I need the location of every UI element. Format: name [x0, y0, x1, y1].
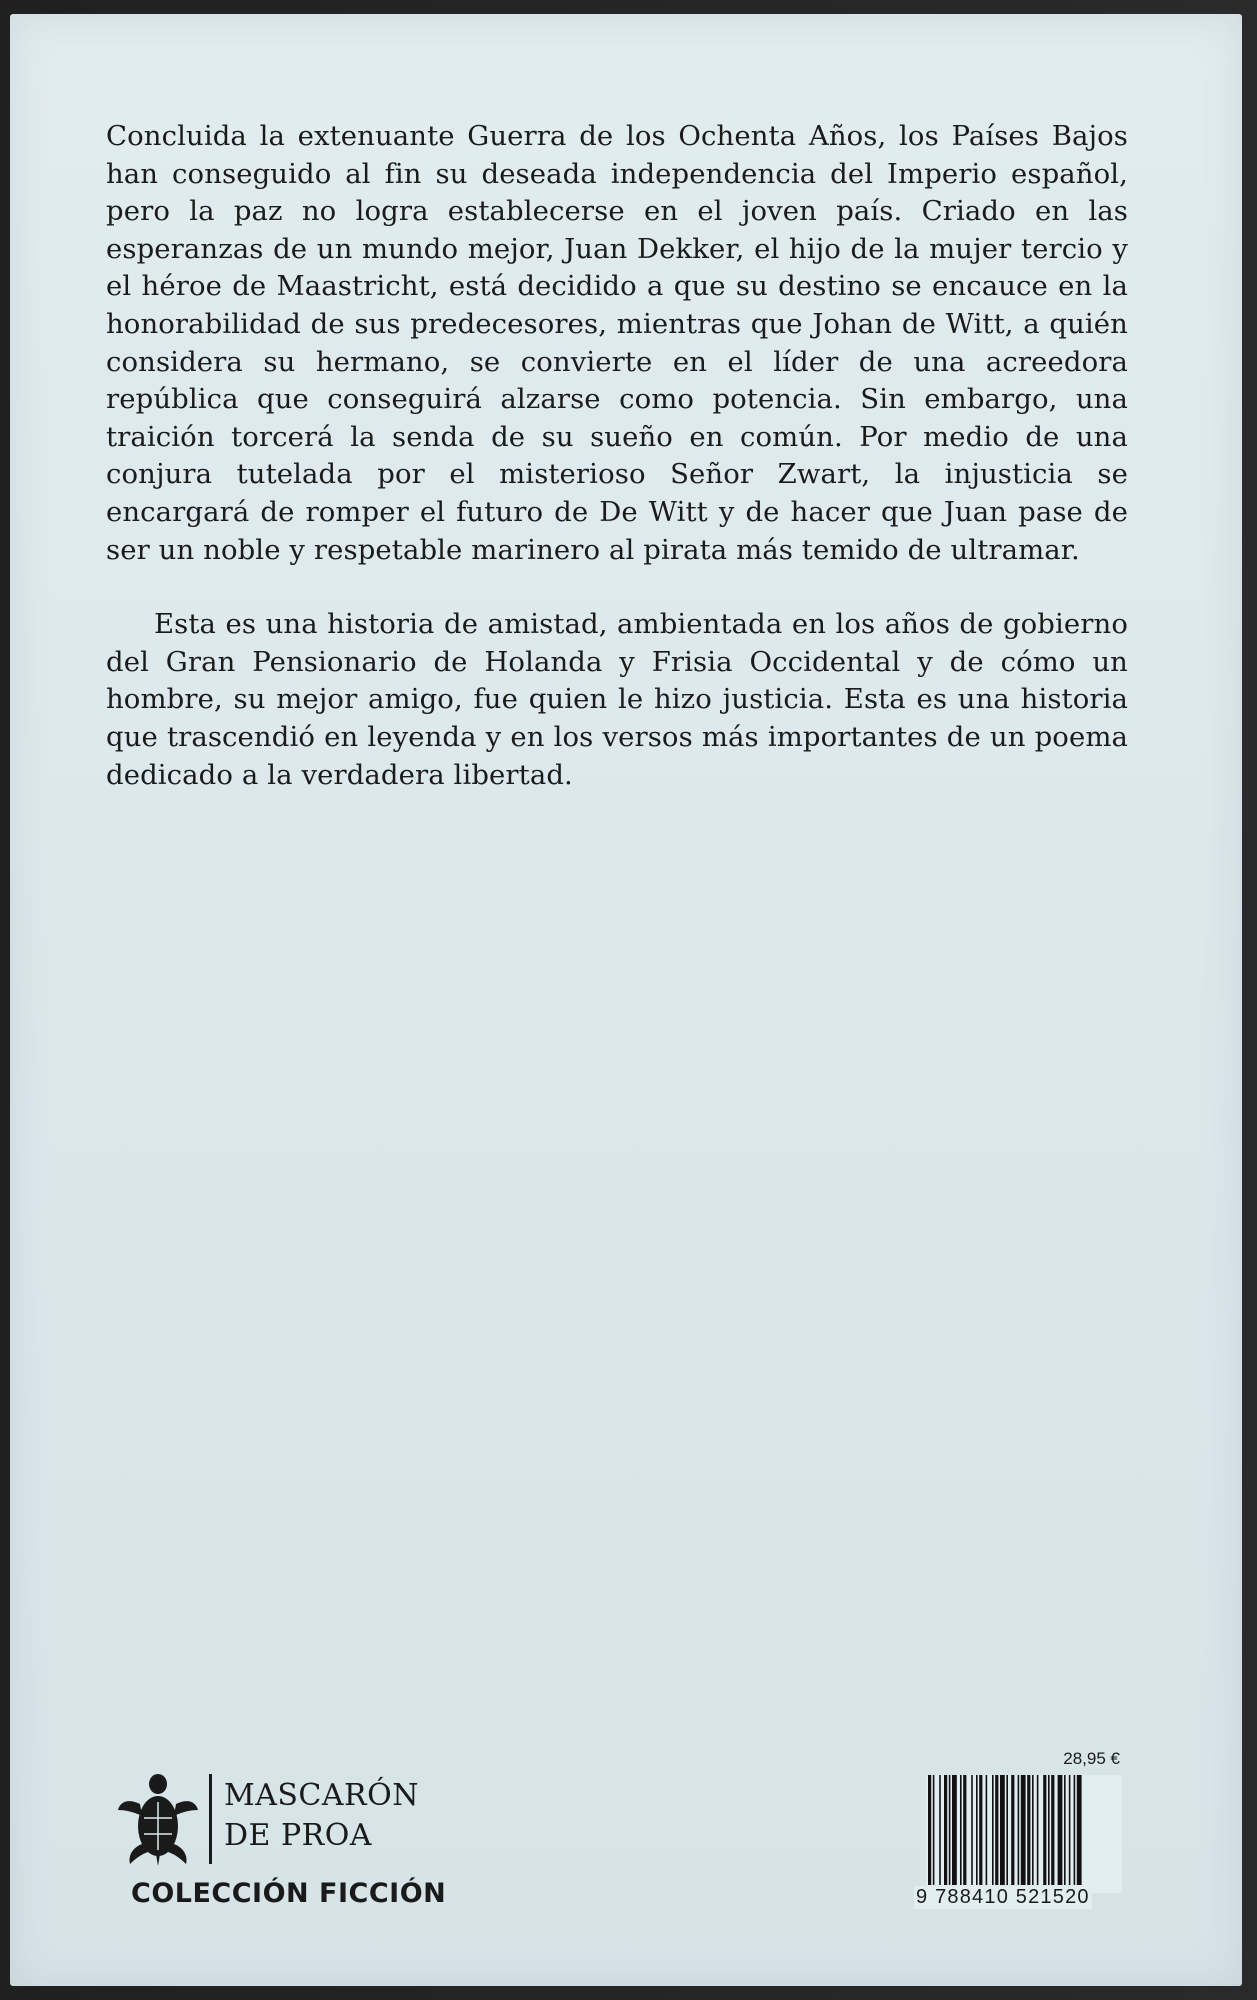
- barcode-bar: [928, 1775, 931, 1885]
- barcode-bar: [992, 1775, 994, 1885]
- price-label: 28,95 €: [1063, 1749, 1120, 1768]
- barcode-bar: [960, 1775, 962, 1885]
- back-cover-blurb: [106, 118, 1128, 794]
- barcode-bar: [1018, 1775, 1020, 1885]
- barcode-bar: [979, 1775, 982, 1885]
- barcode-bar: [1058, 1775, 1063, 1885]
- collection-label: COLECCIÓN FICCIÓN: [131, 1878, 447, 1909]
- isbn-number: 9 788410 521520: [916, 1886, 1090, 1908]
- publisher-name-line-2: DE PROA: [224, 1818, 373, 1853]
- publisher-name-line-1: MASCARÓN: [224, 1778, 419, 1813]
- publisher-name: [224, 1776, 419, 1856]
- barcode-bar: [952, 1775, 957, 1885]
- barcode-bar: [1077, 1775, 1082, 1885]
- barcode-bar: [1000, 1775, 1005, 1885]
- barcode-bar: [995, 1775, 998, 1885]
- barcode-bar: [949, 1775, 951, 1885]
- barcode-bar: [1011, 1775, 1014, 1885]
- barcode-bar: [1027, 1775, 1030, 1885]
- blurb-paragraph-2: Esta es una historia de amistad, ambientada en los años de gobierno del Gran Pensionario de Holanda y Frisia Occidental y de cómo un hombre, su mejor amigo, fue quien le hizo justicia. Esta es una historia que trascendió en leyenda y en los versos más importantes de un poema dedicado a la verdadera libertad.: [106, 608, 1128, 791]
- barcode-bar: [1032, 1775, 1034, 1885]
- barcode-bar: [1048, 1775, 1050, 1885]
- logo-divider: [209, 1774, 212, 1864]
- barcode-bar: [1006, 1775, 1008, 1885]
- barcode-bar: [1069, 1775, 1071, 1885]
- turtle-icon: [118, 1774, 198, 1870]
- barcode-bar: [1043, 1775, 1046, 1885]
- barcode-bar: [1021, 1775, 1026, 1885]
- barcode-bar: [944, 1775, 947, 1885]
- barcode-bar: [986, 1775, 988, 1885]
- barcode-bars: [926, 1775, 1122, 1893]
- barcode-bar: [939, 1775, 941, 1885]
- barcode-bar: [963, 1775, 966, 1885]
- barcode-bar: [1064, 1775, 1066, 1885]
- blurb-paragraph-1: Concluida la extenuante Guerra de los Ochenta Años, los Países Bajos han conseguido al fin su deseada independencia del Imperio español, pero la paz no logra establecerse en el joven país. Criado en las esperanzas de un mundo mejor, Juan Dekker, el hijo de la mujer tercio y el héroe de Maastricht, está decidido a que su destino se encauce en la honorabilidad de sus predecesores, mientras que Johan de Witt, a quién considera su hermano, se convierte en el líder de una acreedora república que conseguirá alzarse como potencia. Sin embargo, una traición torcerá la senda de su sueño en común. Por medio de una conjura tutelada por el misterioso Señor Zwart, la injusticia se encargará de romper el futuro de De Witt y de hacer que Juan pase de ser un noble y respetable marinero al pirata más temido de ultramar.: [106, 120, 1128, 566]
- publisher-logo: [118, 1770, 418, 1870]
- barcode-bar: [976, 1775, 978, 1885]
- barcode-bar: [1037, 1775, 1039, 1885]
- barcode-bar: [933, 1775, 935, 1885]
- barcode: [926, 1775, 1122, 1893]
- barcode-bar: [971, 1775, 973, 1885]
- barcode-bar: [1074, 1775, 1076, 1885]
- barcode-bar: [1051, 1775, 1054, 1885]
